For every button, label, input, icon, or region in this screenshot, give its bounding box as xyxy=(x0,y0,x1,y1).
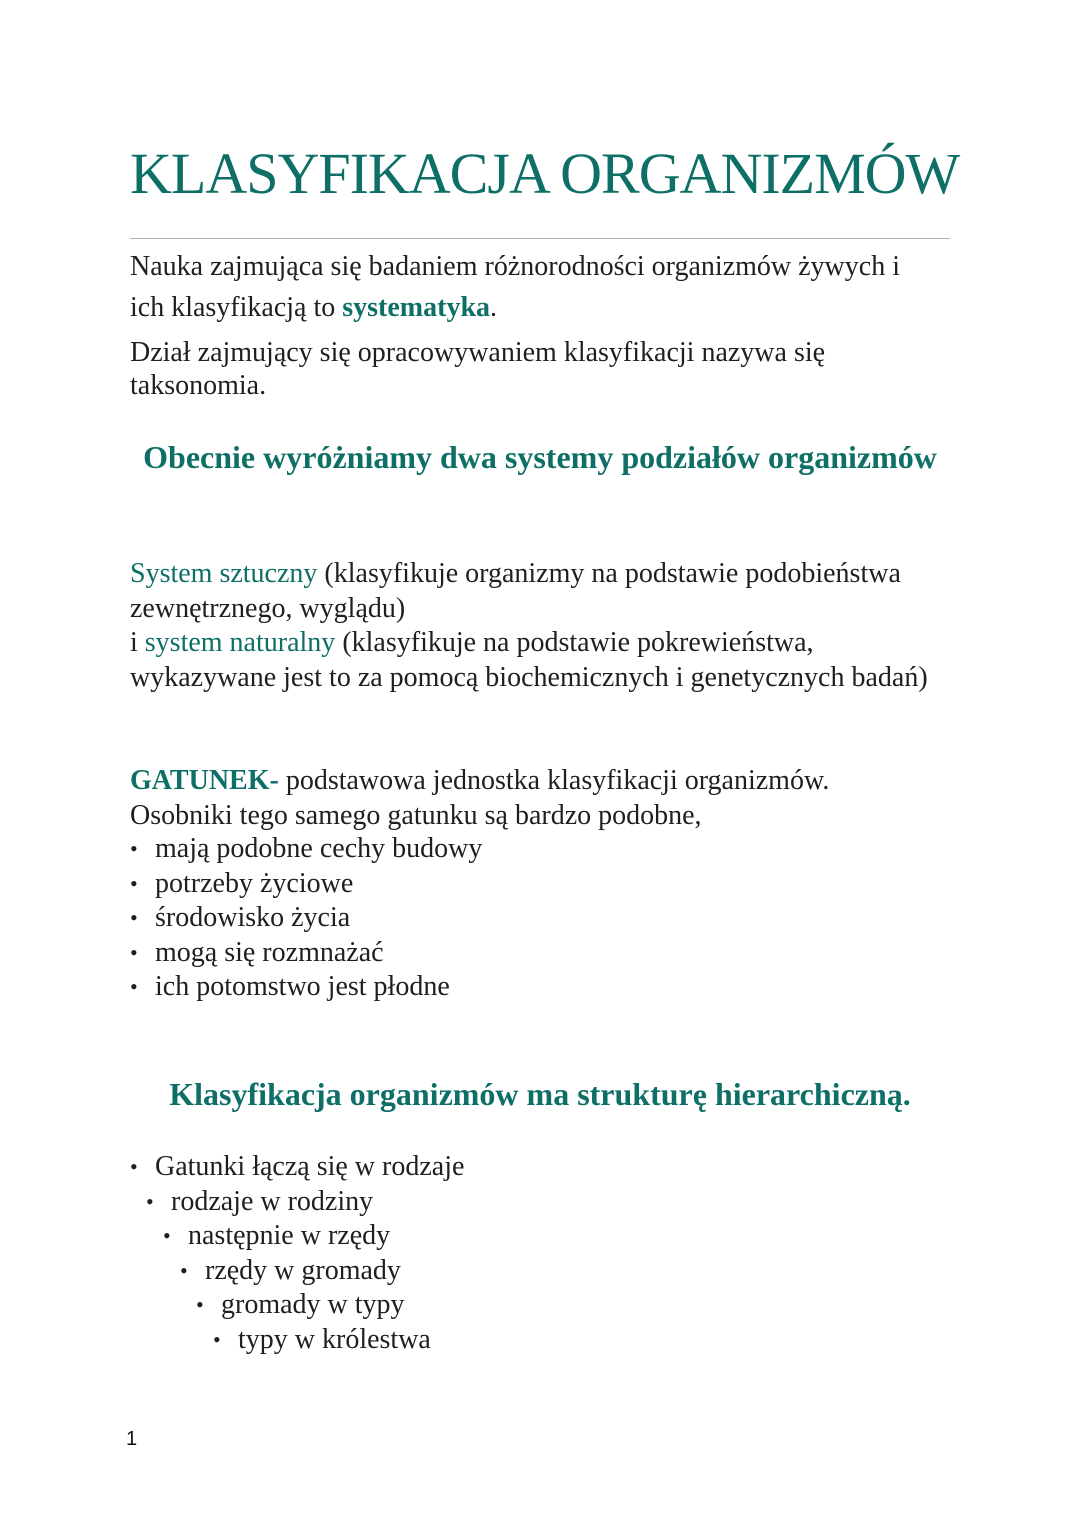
list-item: • rzędy w gromady xyxy=(180,1254,464,1289)
intro-paragraph xyxy=(130,246,930,328)
systems-heading: Obecnie wyróżniamy dwa systemy podziałów organizmów xyxy=(143,439,937,475)
list-item: • typy w królestwa xyxy=(213,1323,464,1358)
term-systematyka: systematyka xyxy=(342,292,491,323)
term-gatunek: GATUNEK- xyxy=(130,765,279,796)
bullet-icon: • xyxy=(130,974,138,999)
page-title: KLASYFIKACJA ORGANIZMÓW xyxy=(130,141,960,206)
intro-period: . xyxy=(490,292,498,323)
list-item: • mają podobne cechy budowy xyxy=(130,832,482,867)
bullet-icon: • xyxy=(130,836,138,861)
list-item: • gromady w typy xyxy=(196,1288,464,1323)
species-line2: Osobniki tego samego gatunku są bardzo podobne, xyxy=(130,800,702,831)
bullet-icon: • xyxy=(130,905,138,930)
hierarchy-list xyxy=(130,1150,464,1357)
list-item: • mogą się rozmnażać xyxy=(130,936,482,971)
species-definition: podstawowa jednostka klasyfikacji organizmów. xyxy=(278,765,830,796)
species-paragraph xyxy=(130,763,930,833)
bullet-icon: • xyxy=(130,870,138,896)
list-item: • rodzaje w rodziny xyxy=(146,1185,464,1220)
bullet-icon: • xyxy=(130,939,138,965)
species-traits-list xyxy=(130,832,482,1005)
bullet-icon: • xyxy=(163,1223,171,1248)
term-artificial-system: System sztuczny xyxy=(130,558,318,589)
taxonomy-paragraph: Dział zajmujący się opracowywaniem klasyfikacji nazywa się taksonomia. xyxy=(130,337,826,401)
bullet-icon: • xyxy=(213,1326,221,1352)
page-number: 1 xyxy=(126,1428,138,1450)
list-item: • potrzeby życiowe xyxy=(130,867,482,902)
systems-connector: i xyxy=(130,627,145,658)
title-divider xyxy=(130,238,950,239)
bullet-icon: • xyxy=(180,1257,188,1283)
list-item: • ich potomstwo jest płodne xyxy=(130,970,482,1005)
list-item: • Gatunki łączą się w rodzaje xyxy=(130,1150,464,1185)
artificial-system-desc: (klasyfikuje organizmy na podstawie podobieństwa zewnętrznego, wyglądu) xyxy=(130,558,901,624)
intro-text: Nauka zajmująca się badaniem różnorodności organizmów żywych i ich klasyfikacją to xyxy=(130,251,900,323)
systems-paragraph xyxy=(130,557,930,695)
term-natural-system: system naturalny xyxy=(144,627,336,658)
bullet-icon: • xyxy=(196,1292,204,1317)
hierarchy-heading: Klasyfikacja organizmów ma strukturę hierarchiczną. xyxy=(169,1076,911,1112)
list-item: • środowisko życia xyxy=(130,901,482,936)
list-item: • następnie w rzędy xyxy=(163,1219,464,1254)
bullet-icon: • xyxy=(146,1188,154,1214)
natural-system-desc: (klasyfikuje na podstawie pokrewieństwa, wykazywane jest to za pomocą biochemicznych i genetycznych badań) xyxy=(130,627,928,693)
bullet-icon: • xyxy=(130,1154,138,1179)
